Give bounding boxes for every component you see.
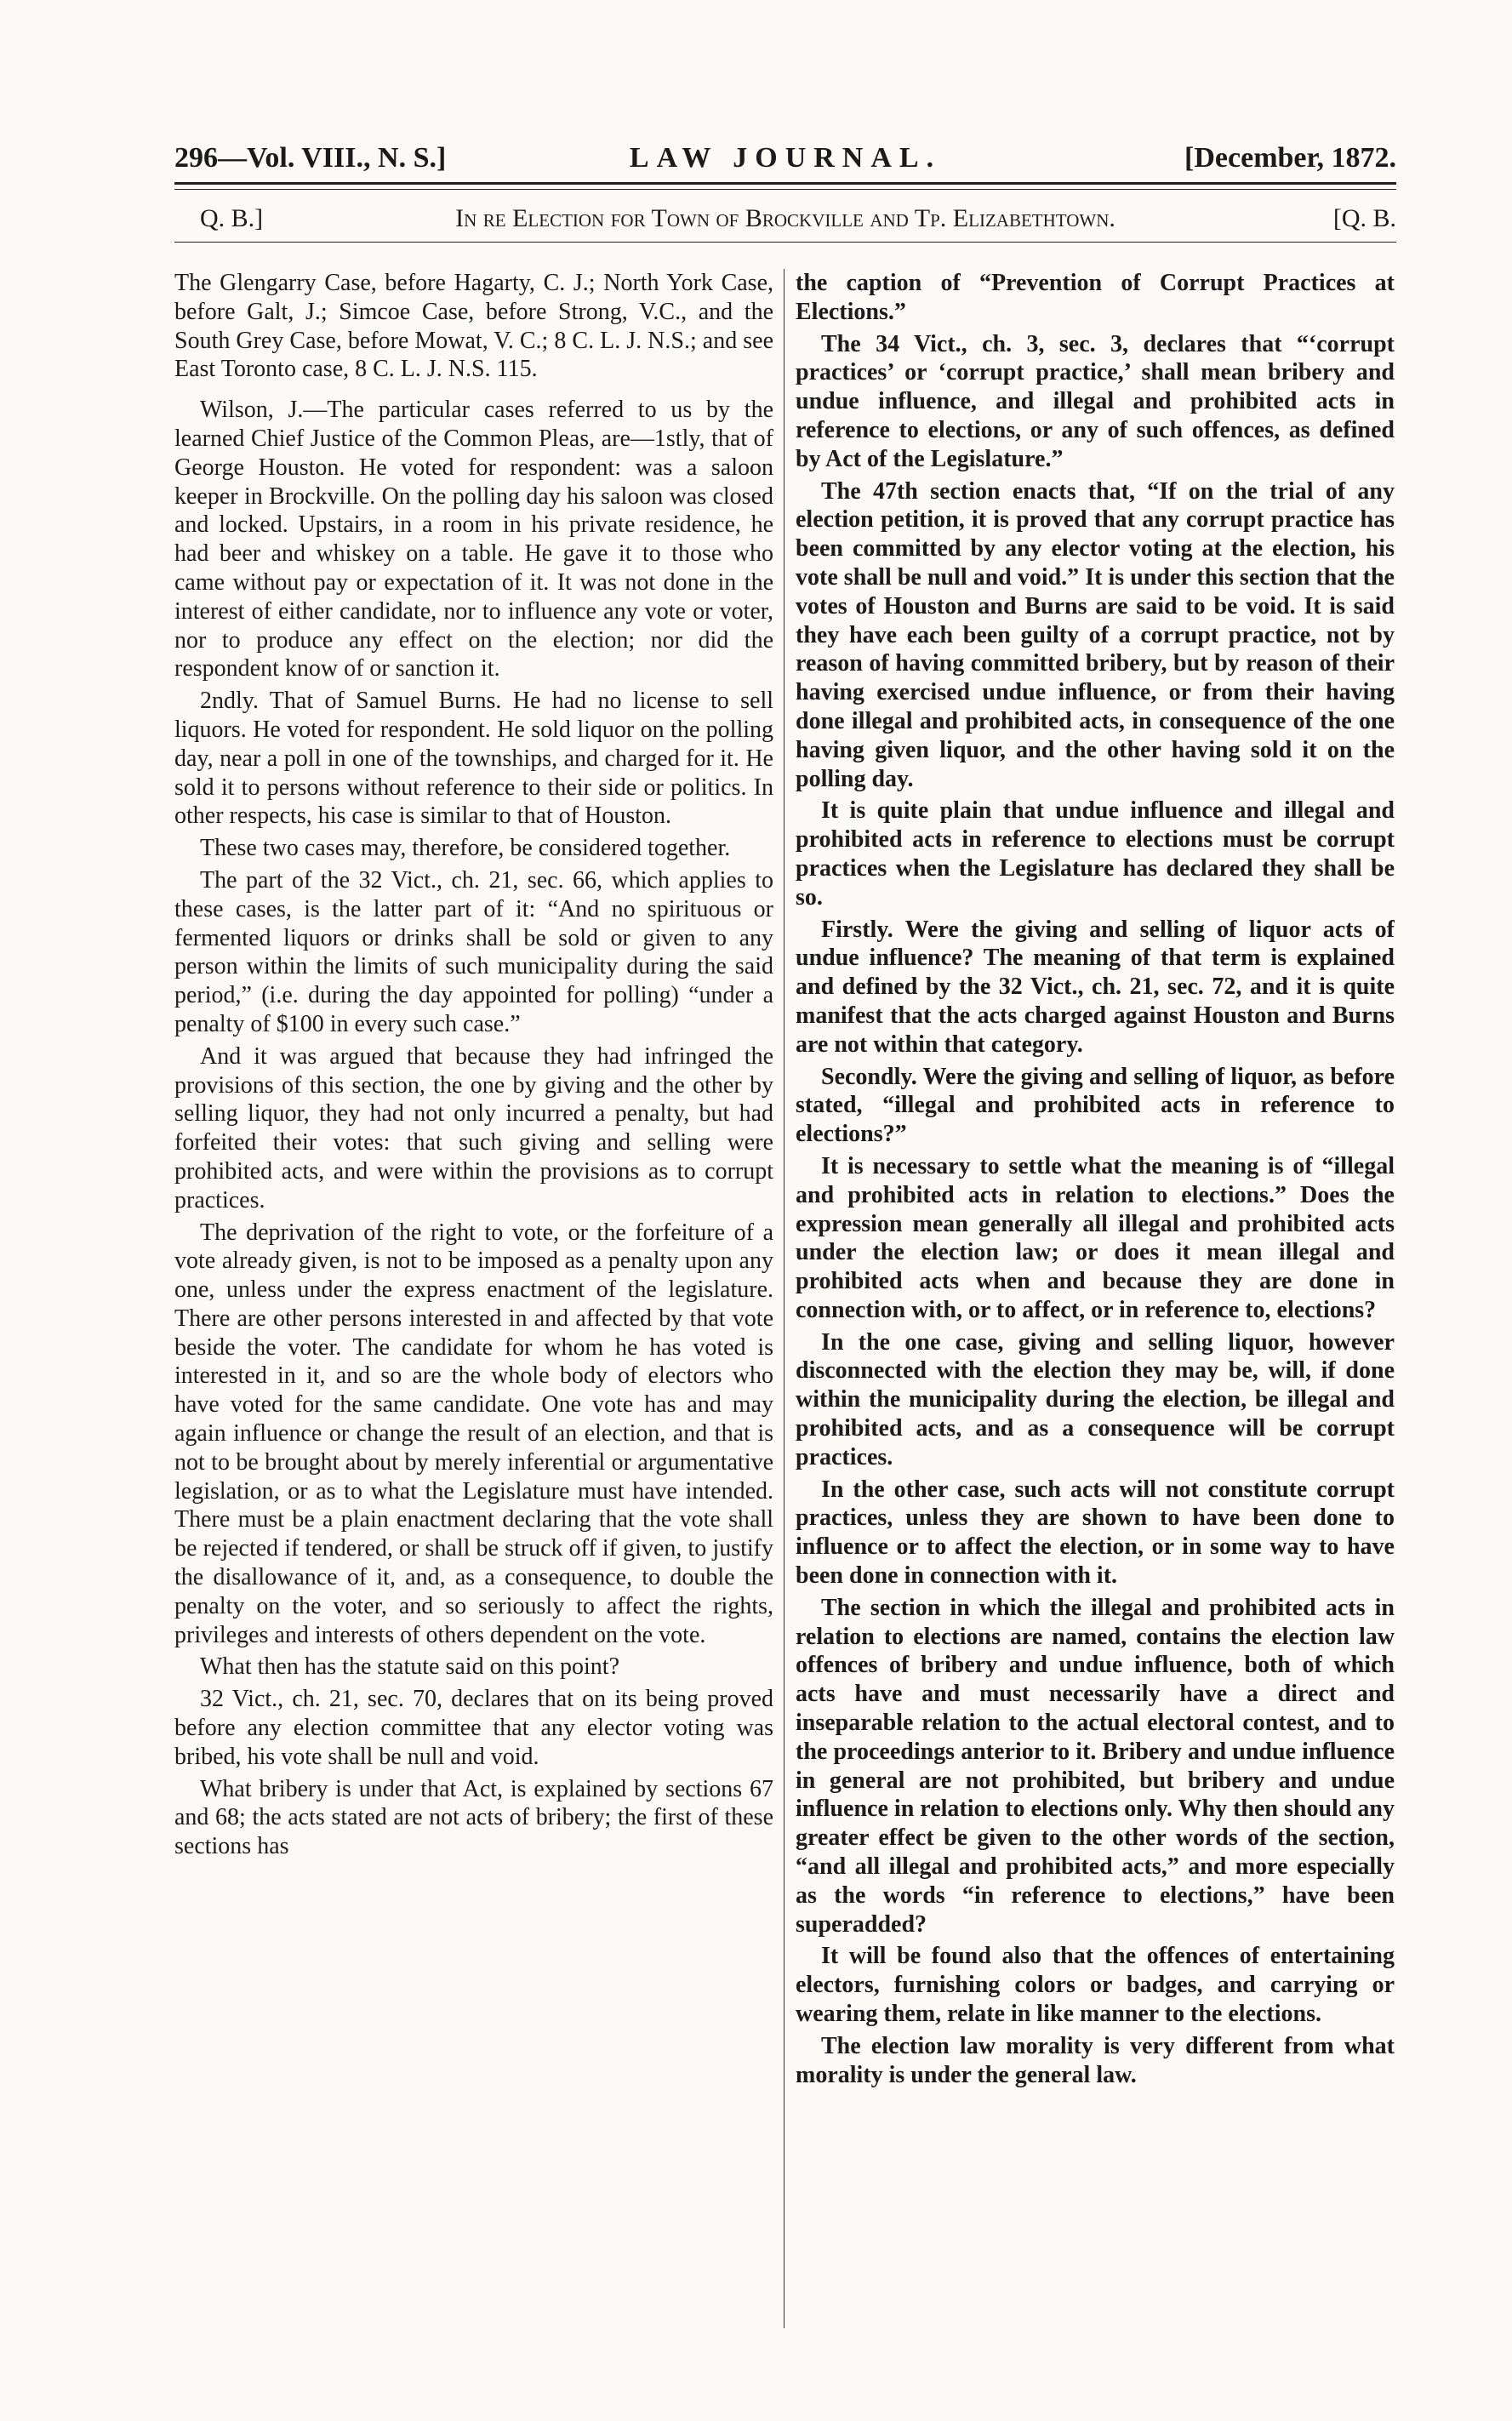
right-column: [796, 269, 1395, 2328]
page-number: 296—Vol. VIII., N. S.]: [174, 142, 447, 174]
paragraph: Secondly. Were the giving and selling of liquor, as before stated, “illegal and prohibited acts in reference to elections?”: [796, 1063, 1395, 1148]
case-header: [174, 201, 1396, 237]
paragraph: In the one case, giving and selling liquor, however disconnected with the election they may be, will, if done within the municipality during the election, be illegal and prohibited acts, and as a consequence will be corrupt practices.: [796, 1328, 1395, 1470]
paragraph: the caption of “Prevention of Corrupt Practices at Elections.”: [796, 270, 1395, 325]
paragraph: 32 Vict., ch. 21, sec. 70, declares that on its being proved before any election committee that any elector voting was bribed, his vote shall be null and void.: [174, 1686, 773, 1770]
paragraph: It is quite plain that undue influence and illegal and prohibited acts in reference to elections must be corrupt practices when the Legislature has declared they shall be so.: [796, 797, 1395, 911]
issue-date: [December, 1872.: [1184, 142, 1396, 174]
paragraph: The election law morality is very different from what morality is under the general law.: [796, 2032, 1395, 2088]
paragraph: And it was argued that because they had infringed the provisions of this section, the one by giving and the other by selling liquor, they had not only incurred a penalty, but had forfeited their votes: that such giving and selling were prohibited acts, and were within the provisions as to corrupt practices.: [174, 1042, 773, 1213]
paragraph: These two cases may, therefore, be considered together.: [200, 835, 731, 862]
case-title: In re Election for Town of Brockville and Tp. Elizabethtown.: [455, 204, 1115, 232]
paragraph: It is necessary to settle what the meaning is of “illegal and prohibited acts in relation to elections.” Does the expression mean generally all illegal and prohibited acts under the election law; or does it mean illegal and prohibited acts when and because they are done in connection with, or to affect, or in reference to, elections?: [796, 1152, 1395, 1323]
column-divider: [784, 269, 785, 2328]
court-right: [Q. B.: [1332, 204, 1396, 232]
paragraph: What bribery is under that Act, is explained by sections 67 and 68; the acts stated are not acts of bribery; the first of these sections has: [174, 1775, 773, 1860]
running-header: [174, 138, 1396, 179]
paragraph: What then has the statute said on this point?: [200, 1653, 620, 1681]
paragraph: The deprivation of the right to vote, or the forfeiture of a vote already given, is not to be imposed as a penalty upon any one, unless under the express enactment of the legislature. There are other persons interested in and affected by that vote beside the voter. The candidate for whom he has voted is interested in it, and so are the whole body of electors who have voted for the same candidate. One vote has and may again influence or change the result of an election, and that is not to be brought about by merely inferential or argumentative legislation, or as to what the Legislature must have intended. There must be a plain enactment declaring that the vote shall be rejected if tendered, or shall be struck off if given, to justify the disallowance of it, and, as a consequence, to double the penalty on the voter, and so seriously to affect the rights, privileges and interests of others dependent on the vote.: [174, 1219, 773, 1648]
case-header-rule: [174, 242, 1396, 243]
left-column: [174, 269, 773, 2328]
paragraph: The part of the 32 Vict., ch. 21, sec. 66, which applies to these cases, is the latter part of it: “And no spirituous or fermented liquors or drinks shall be sold or given to any person within the limits of such municipality during the said period,” (i.e. during the day appointed for polling) “under a penalty of $100 in every such case.”: [174, 866, 773, 1037]
court-left: Q. B.]: [200, 204, 264, 232]
journal-title: LAW JOURNAL.: [629, 142, 942, 174]
paragraph: The section in which the illegal and prohibited acts in relation to elections are named, contains the election law offences of bribery and undue influence, both of which acts have and must necessarily have a direct and inseparable relation to the actual electoral contest, and to the proceedings anterior to it. Bribery and undue influence in general are not prohibited, but bribery and undue influence in relation to elections only. Why then should any greater effect be given to the other words of the section, “and all illegal and prohibited acts,” and more especially as the words “in reference to elections,” have been superadded?: [796, 1594, 1395, 1938]
paragraph: It will be found also that the offences of entertaining electors, furnishing colors or badges, and carrying or wearing them, relate in like manner to the elections.: [796, 1943, 1395, 2028]
paragraph: Wilson, J.—The particular cases referred to us by the learned Chief Justice of the Common Pleas, are—1stly, that of George Houston. He voted for respondent: was a saloon keeper in Brockville. On the polling day his saloon was closed and locked. Upstairs, in a room in his private residence, he had beer and whiskey on a table. He gave it to those who came without pay or expectation of it. It was not done in the interest of either candidate, nor to influence any vote or voter, nor to produce any effect on the election; nor did the respondent know of or sanction it.: [174, 397, 773, 682]
paragraph: 2ndly. That of Samuel Burns. He had no license to sell liquors. He voted for respondent. He sold liquor on the polling day, near a poll in one of the townships, and charged for it. He sold it to persons without reference to their side or politics. In other respects, his case is similar to that of Houston.: [174, 688, 773, 830]
header-rule-thin: [174, 189, 1396, 190]
paragraph: The 34 Vict., ch. 3, sec. 3, declares that “‘corrupt practices’ or ‘corrupt practice,’ shall mean bribery and undue influence, and illegal and prohibited acts in reference to elections, or any of such offences, as defined by Act of the Legislature.”: [796, 330, 1395, 472]
paragraph: Firstly. Were the giving and selling of liquor acts of undue influence? The meaning of that term is explained and defined by the 32 Vict., ch. 21, sec. 72, and it is quite manifest that the acts charged against Houston and Burns are not within that category.: [796, 916, 1395, 1058]
header-rule-thick: [174, 182, 1396, 185]
paragraph: In the other case, such acts will not constitute corrupt practices, unless they are shown to have been done to influence or to affect the election, or in some way to have been done in connection with it.: [796, 1476, 1395, 1590]
paragraph: The Glengarry Case, before Hagarty, C. J.; North York Case, before Galt, J.; Simcoe Case, before Strong, V.C., and the South Grey Case, before Mowat, V. C.; 8 C. L. J. N.S.; and see East Toronto case, 8 C. L. J. N.S. 115.: [174, 270, 773, 383]
paragraph: The 47th section enacts that, “If on the trial of any election petition, it is proved that any corrupt practice has been committed by any elector voting at the election, his vote shall be null and void.” It is under this section that the votes of Houston and Burns are said to be void. It is said they have each been guilty of a corrupt practice, not by reason of having committed bribery, but by reason of their having exercised undue influence, or from their having done illegal and prohibited acts, in consequence of the one having given liquor, and the other having sold it on the polling day.: [796, 477, 1395, 792]
